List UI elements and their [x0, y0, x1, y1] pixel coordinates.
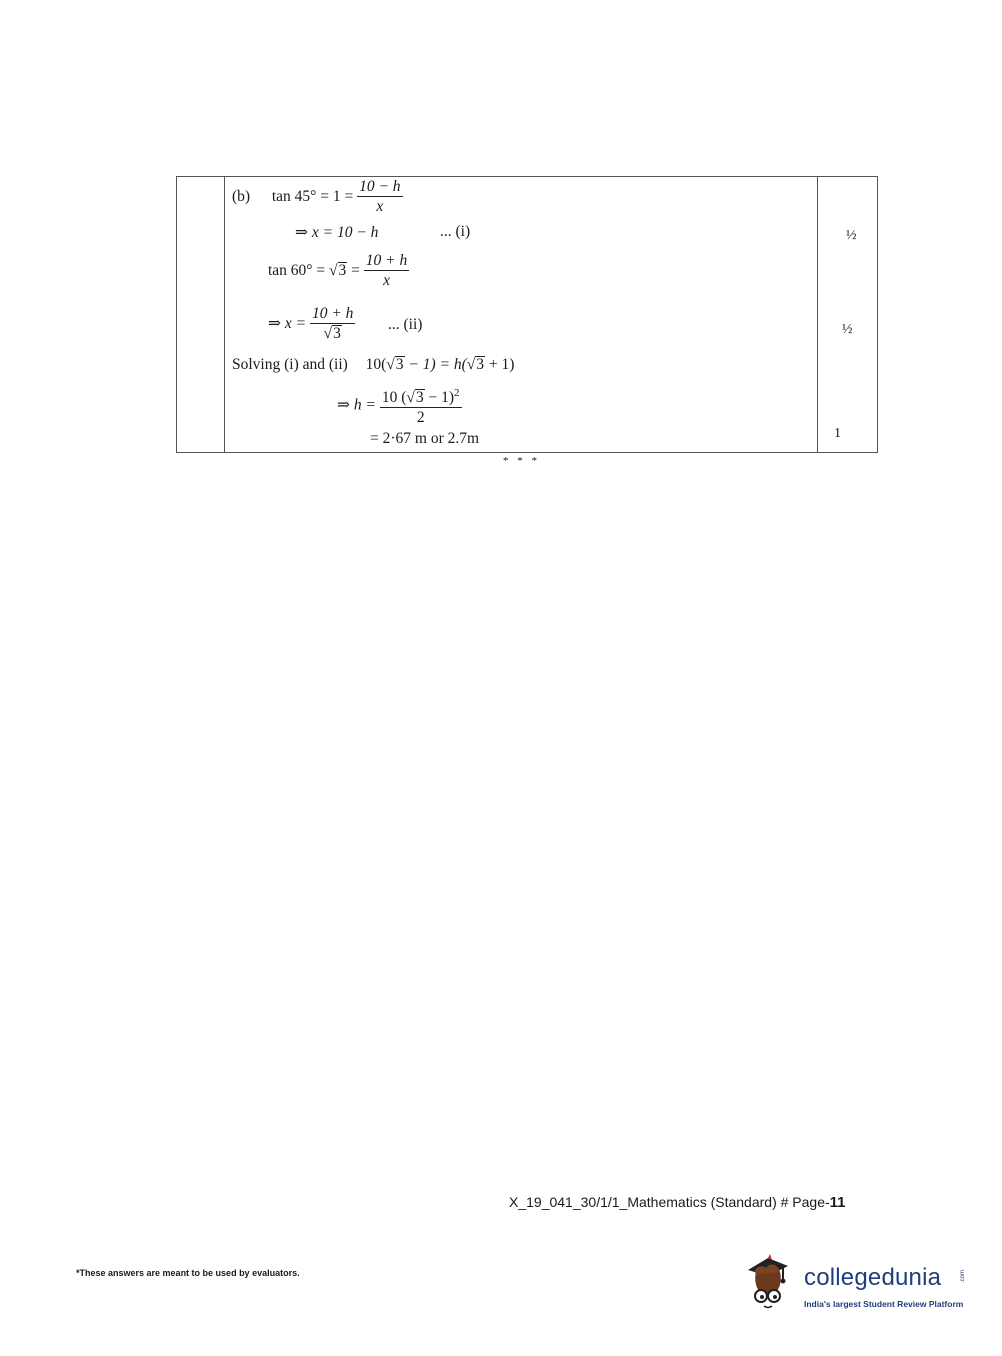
mark-3: 1	[834, 426, 841, 441]
line3-denominator: x	[383, 272, 390, 289]
line1-fraction	[357, 178, 402, 217]
column-divider-left	[224, 177, 225, 452]
page-footer-code	[509, 1194, 846, 1211]
logo-tagline: India's largest Student Review Platform	[804, 1299, 964, 1309]
end-marker: * * *	[503, 455, 540, 467]
equation-tag-ii: ... (ii)	[388, 316, 423, 333]
line5-sqrt-2: √3	[466, 356, 485, 373]
line1-denominator: x	[376, 198, 384, 215]
evaluator-note: *These answers are meant to be used by evaluators.	[76, 1268, 300, 1278]
line3-numerator: 10 + h	[365, 252, 408, 269]
column-divider-right	[817, 177, 818, 452]
page-number: 11	[829, 1194, 846, 1211]
logo-name: collegedunia	[804, 1264, 942, 1291]
line2-equation: ⇒ x = 10 − h	[295, 224, 379, 241]
mark-1: ½	[846, 228, 857, 243]
collegedunia-logo	[742, 1250, 972, 1320]
solution-line-2	[295, 223, 378, 242]
line1-lhs: tan 45° = 1 =	[271, 188, 354, 206]
line6-numerator: 10 $(√3 - 1)^2$	[380, 384, 462, 408]
solution-line-5: Solving (i) and (ii) 10(√3 − 1) = h(√3 + 1)	[232, 356, 515, 373]
line4-denominator: √3	[323, 325, 341, 342]
line1-numerator: 10 − h	[359, 178, 401, 195]
solving-label: Solving (i) and (ii)	[232, 356, 348, 373]
logo-suffix: .com	[960, 1270, 966, 1284]
line6-denominator: 2	[416, 409, 425, 427]
solution-line-4	[268, 305, 355, 344]
line3-lhs: tan 60° =	[268, 262, 326, 280]
line3-sqrt: √3	[329, 262, 347, 280]
line4-numerator: 10 + h	[311, 305, 354, 322]
line6-lhs: ⇒ h =	[337, 396, 376, 414]
line6-fraction	[380, 384, 462, 428]
solution-line-7: = 2·67 m or 2.7m	[370, 430, 480, 447]
solution-line-1	[232, 178, 403, 217]
mascot-icon	[742, 1250, 802, 1316]
line4-fraction	[310, 305, 355, 344]
solution-line-3	[268, 252, 409, 291]
line3-equals: =	[351, 262, 360, 280]
footer-code-text: X_19_041_30/1/1_Mathematics (Standard) # Page-	[509, 1194, 830, 1210]
mark-2: ½	[842, 322, 853, 337]
solution-line-6	[337, 384, 462, 428]
line5-sqrt-1: √3	[386, 356, 404, 373]
line3-fraction	[364, 252, 409, 291]
line4-lhs: ⇒ x =	[268, 315, 307, 333]
equation-tag-i: ... (i)	[440, 223, 471, 240]
part-label: (b)	[232, 188, 251, 206]
